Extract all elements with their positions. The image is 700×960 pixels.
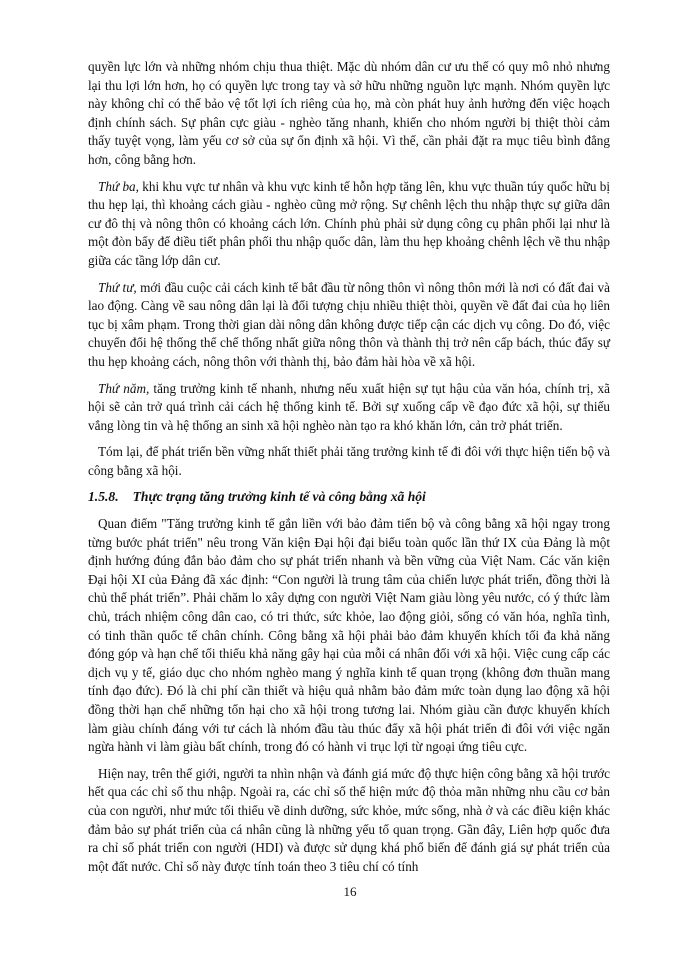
- paragraph-lead: Thứ năm,: [98, 380, 150, 396]
- paragraph-text: khi khu vực tư nhân và khu vực kinh tế hỗn hợp tăng lên, khu vực thuần túy quốc hữu bị thu hẹp lại, thì khoảng cách giàu - nghèo cũng mở rộng. Sự chênh lệch thu nhập thực sự giữa dân cư đô thị và nông thôn có khoảng cách lớn. Chính phủ phải sử dụng công cụ phân phối lại như là một đòn bẩy để điều tiết phân phối thu nhập quốc dân, làm thu hẹp khoảng chênh lệch về thu nhập giữa các tầng lớp dân cư.: [88, 178, 610, 268]
- paragraph-thu-nam: [88, 380, 610, 436]
- paragraph-text: tăng trưởng kinh tế nhanh, nhưng nếu xuất hiện sự tụt hậu của văn hóa, chính trị, xã hội sẽ cản trở quá trình cải cách hệ thống kinh tế. Bởi sự xuống cấp về đạo đức xã hội, sự thiếu vắng lòng tin và hệ thống an sinh xã hội nghèo nàn tạo ra khó khăn lớn, cản trở phát triển.: [88, 380, 610, 433]
- section-number: 1.5.8.: [88, 489, 119, 505]
- section-paragraph: Hiện nay, trên thế giới, người ta nhìn nhận và đánh giá mức độ thực hiện công bằng xã hội trước hết qua các chỉ số thu nhập. Ngoài ra, các chỉ số thể hiện mức độ thỏa mãn những nhu cầu cơ bản của con người, như mức tối thiểu về dinh dưỡng, sức khỏe, mức sống, nhà ở và các điều kiện khác đảm bảo sự phát triển của cá nhân cũng là những yếu tố quan trọng. Gần đây, Liên hợp quốc đưa ra chỉ số phát triển con người (HDI) và được sử dụng khá phổ biến để đánh giá sự phát triển của một đất nước. Chỉ số này được tính toán theo 3 tiêu chí có tính: [88, 765, 610, 874]
- section-title: Thực trạng tăng trưởng kinh tế và công bằng xã hội: [132, 489, 426, 505]
- paragraph-text: Tóm lại, để phát triển bền vững nhất thiết phải tăng trưởng kinh tế đi đôi với thực hiện tiến bộ và công bằng xã hội.: [88, 444, 610, 478]
- section-heading: [88, 488, 610, 507]
- paragraph-continuation: [88, 58, 610, 170]
- paragraph-thu-tu: [88, 279, 610, 372]
- page-number: 16: [343, 884, 357, 899]
- paragraph-lead: Thứ tư,: [98, 279, 137, 295]
- section-paragraph: Quan điểm "Tăng trưởng kinh tế gắn liền với bảo đảm tiến bộ và công bằng xã hội ngay trong từng bước phát triển" nêu trong Văn kiện Đại hội đại biểu toàn quốc lần thứ IX của Đảng là một định hướng đúng đắn bảo đảm cho sự phát triển nhanh và bền vững của Việt Nam. Các văn kiện Đại hội XI của Đảng đã xác định: “Con người là trung tâm của chiến lược phát triển, đồng thời là chủ thể phát triển”. Phải chăm lo xây dựng con người Việt Nam giàu lòng yêu nước, có ý thức làm chủ, trách nhiệm công dân cao, có tri thức, sức khỏe, lao động giỏi, sống có văn hóa, nghĩa tình, có tinh thần quốc tế chân chính. Công bằng xã hội phải bảo đảm khuyến khích tối đa khả năng đóng góp và hạn chế tối thiểu khả năng gây hại của mỗi cá nhân đối với xã hội. Việc cung cấp các dịch vụ y tế, giáo dục cho nhóm nghèo mang ý nghĩa kinh tế quan trọng (không đơn thuần mang tính đạo đức). Đó là chi phí cần thiết và hiệu quả nhằm bảo đảm mức toàn dụng lao động xã hội đồng thời hạn chế những tổn hại cho xã hội trong tương lai. Nhóm giàu cần được khuyến khích làm giàu chính đáng với tư cách là nhóm đầu tàu thúc đẩy xã hội phát triển đi đôi với việc ngăn ngừa hành vi làm giàu bất chính, trong đó có hành vi trục lợi từ ngoại ứng tiêu cực.: [88, 516, 610, 755]
- paragraph-text: quyền lực lớn và những nhóm chịu thua thiệt. Mặc dù nhóm dân cư ưu thế có quy mô nhỏ nhưng lại thu lợi lớn hơn, họ có quyền lực trong tay và sở hữu những nguồn lực mạnh. Nhóm quyền lực này không chỉ có thể bảo vệ tốt lợi ích riêng của họ, mà còn phát huy ảnh hưởng đến việc hoạch định chính sách. Sự phân cực giàu - nghèo tăng nhanh, khiến cho nhóm người bị thiệt thòi cảm thấy tuyệt vọng, làm yếu cơ sở của sự ổn định xã hội. Vì thế, cần phải đặt ra mục tiêu bình đẳng hơn, công bằng hơn.: [88, 59, 610, 167]
- paragraph-thu-ba: [88, 178, 610, 271]
- page-body: [88, 58, 610, 884]
- paragraph-conclusion: [88, 443, 610, 480]
- paragraph-text: mới đầu cuộc cải cách kinh tế bắt đầu từ nông thôn vì nông thôn mới là nơi có đất đai và lao động. Càng về sau nông dân lại là đối tượng chịu nhiều thiệt thòi, quyền về đất đai của họ liên tục bị xâm phạm. Trong thời gian dài nông dân không được tiếp cận các dịch vụ công. Do đó, việc chuyển đổi hệ thống thể chế thống nhất giữa nông thôn và thành thị trở nên cấp bách, thúc đẩy sự thu hẹp khoảng cách, nông thôn với thành thị, bảo đảm hài hòa về xã hội.: [88, 279, 610, 369]
- paragraph-lead: Thứ ba,: [98, 178, 139, 194]
